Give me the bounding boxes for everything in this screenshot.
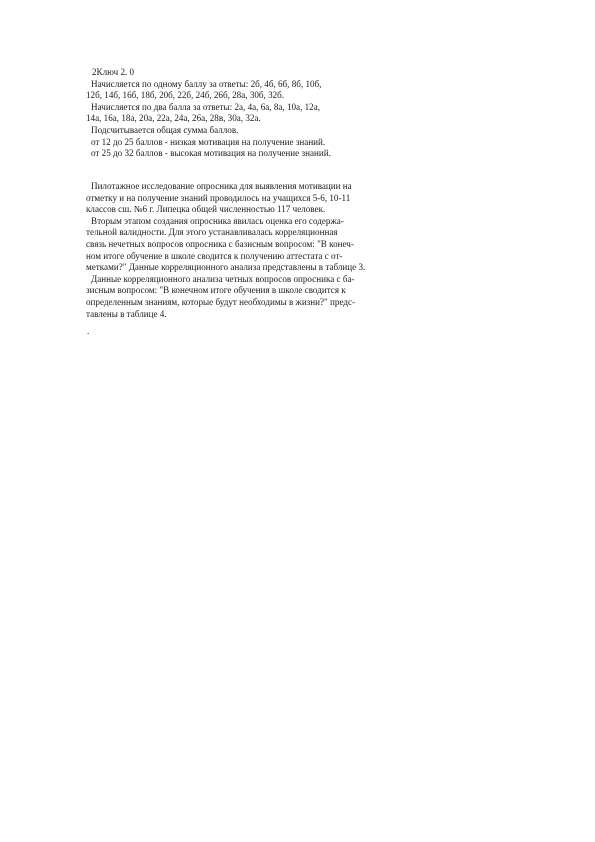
paragraph-line: Данные корреляционного анализа четных вопросов опросника с ба- [91,273,355,284]
key-line: 12б, 14б, 16б, 18б, 20б, 22б, 24б, 26б, 28а, 30б, 32б. [86,90,285,101]
paragraph-line: тавлены в таблице 4. [86,308,167,319]
key-line: от 12 до 25 баллов - низкая мотивация на получение знаний. [91,136,326,147]
key-heading: 2Ключ 2. 0 [92,67,135,77]
key-line: 14а, 16а, 18а, 20а, 22а, 24а, 26а, 28в, 30а, 32а. [86,113,261,124]
paragraph-line: Пилотажное исследование опросника для выявления мотивации на [91,181,352,191]
paragraph-line: Вторым этапом создания опросника явилась оценка его содержа- [91,215,344,226]
paragraph-line: метками?" Данные корреляционного анализа представлены в таблице 3. [86,262,366,273]
paragraph-line: определенным знаниям, которые будут необходимы в жизни?" предс- [86,296,356,307]
paragraph-line: связь нечетных вопросов опросника с базисным вопросом: "В конеч- [86,238,354,249]
paragraph-line: отметку и на получение знаний проводилось на учащихся 5-6, 10-11 [86,192,351,203]
paragraph-line: зисным вопросом: "В конечном итоге обучения в школе сводится к [86,285,346,296]
paragraph-line: ном итоге обучение в школе сводится к получению аттестата с от- [86,250,343,261]
key-line: Начисляется по одному баллу за ответы: 2б, 4б, 6б, 8б, 10б, [91,78,322,89]
key-line: Начисляется по два балла за ответы: 2а, 4а, 6а, 8а, 10а, 12а, [91,101,321,112]
paragraph-line: тельной валидности. Для этого устанавливалась корреляционная [86,227,338,238]
key-line: Подсчитывается общая сумма баллов. [91,124,239,135]
answer-key-section [86,67,386,160]
paragraph-line: классов сш. №6 г. Липецка общей численностью 117 человек. [86,204,326,215]
key-line: от 25 до 32 баллов - высокая мотивация на получение знаний. [91,148,331,159]
trailing-mark: . [87,326,90,336]
research-section [86,181,386,320]
